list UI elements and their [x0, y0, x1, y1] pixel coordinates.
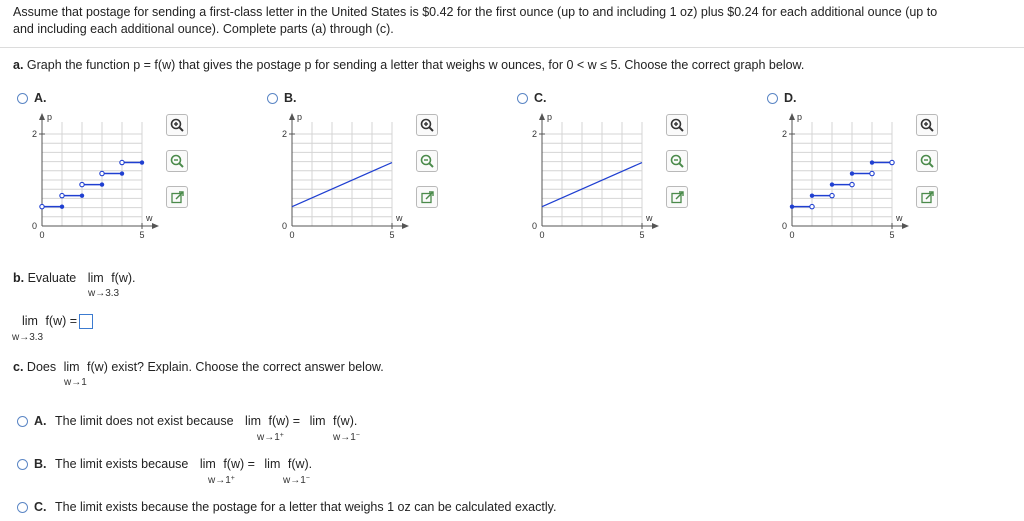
zoom-out-icon: [420, 154, 434, 168]
part-b-sub: w→3.3: [88, 288, 120, 299]
y-axis-label: p: [47, 112, 53, 122]
option-text: The limit does not exist because: [54, 414, 234, 428]
x-tick-label: 5: [639, 230, 645, 240]
y-axis-label: p: [297, 112, 303, 122]
part-c-label: c.: [13, 360, 24, 374]
x-tick-label: 0: [289, 230, 295, 240]
radio-d[interactable]: [767, 93, 778, 104]
open-endpoint: [80, 182, 84, 186]
sub-1: w→1: [257, 432, 280, 443]
sup-2: −: [305, 475, 310, 482]
closed-endpoint: [80, 193, 84, 197]
answer-func: f(w) =: [45, 314, 78, 328]
popout-button[interactable]: [166, 186, 188, 208]
option-c-radio-row[interactable]: [517, 91, 547, 105]
closed-endpoint: [60, 204, 64, 208]
func-2: f(w).: [287, 457, 313, 471]
y-axis-arrow: [289, 113, 295, 120]
popout-icon: [421, 191, 434, 204]
open-endpoint: [890, 160, 894, 164]
x-tick-label: 5: [389, 230, 395, 240]
zoom-in-button[interactable]: [416, 114, 438, 136]
open-endpoint: [830, 193, 834, 197]
part-c-option-c[interactable]: [17, 500, 556, 514]
answer-sub: w→3.3: [12, 332, 44, 343]
radio-a[interactable]: [17, 93, 28, 104]
x-tick-label: 0: [789, 230, 795, 240]
graph-d[interactable]: [778, 108, 918, 246]
part-c-option-b-sub2: [283, 475, 310, 486]
popout-button[interactable]: [916, 186, 938, 208]
x-tick-label: 5: [139, 230, 145, 240]
open-endpoint: [40, 204, 44, 208]
part-c-text-after: f(w) exist? Explain. Choose the correct answer below.: [87, 360, 384, 374]
closed-endpoint: [140, 160, 144, 164]
x-tick-label: 0: [39, 230, 45, 240]
y-tick-label: 0: [531, 221, 537, 231]
answer-input[interactable]: [79, 314, 93, 329]
option-a-radio-row[interactable]: [17, 91, 47, 105]
closed-endpoint: [830, 182, 834, 186]
y-tick-label: 0: [31, 221, 37, 231]
x-axis-arrow: [152, 223, 159, 229]
lim-1: lim: [245, 414, 262, 428]
y-tick-label: 0: [281, 221, 287, 231]
radio-c[interactable]: [517, 93, 528, 104]
option-letter: A.: [34, 414, 47, 428]
closed-endpoint: [810, 193, 814, 197]
sub-2: w→1: [333, 432, 356, 443]
y-tick-label: 2: [531, 129, 537, 139]
graph-a[interactable]: [28, 108, 168, 246]
zoom-in-icon: [920, 118, 934, 132]
x-tick-label: 0: [539, 230, 545, 240]
open-endpoint: [120, 160, 124, 164]
sub-1: w→1: [208, 475, 231, 486]
part-c-sub: w→1: [64, 377, 87, 388]
open-endpoint: [60, 193, 64, 197]
popout-button[interactable]: [666, 186, 688, 208]
open-endpoint: [870, 171, 874, 175]
option-d-radio-row[interactable]: [767, 91, 797, 105]
x-axis-arrow: [902, 223, 909, 229]
y-tick-label: 2: [31, 129, 37, 139]
lim-2: lim: [309, 414, 326, 428]
closed-endpoint: [120, 171, 124, 175]
option-b-radio-row[interactable]: [267, 91, 297, 105]
part-c-lim: lim: [63, 360, 80, 374]
zoom-in-button[interactable]: [666, 114, 688, 136]
sup-2: −: [355, 432, 360, 439]
y-axis-arrow: [539, 113, 545, 120]
x-axis-label: w: [146, 213, 153, 223]
zoom-in-icon: [420, 118, 434, 132]
y-axis-label: p: [547, 112, 553, 122]
x-axis-label: w: [646, 213, 653, 223]
open-endpoint: [850, 182, 854, 186]
zoom-out-button[interactable]: [916, 150, 938, 172]
sup-1: +: [279, 432, 284, 439]
zoom-out-icon: [170, 154, 184, 168]
graph-line: [542, 163, 642, 207]
part-b-answer: [22, 314, 93, 329]
part-b-label: b.: [13, 271, 25, 285]
radio-c-a[interactable]: [17, 416, 28, 427]
option-a-letter: A.: [34, 91, 47, 105]
closed-endpoint: [790, 204, 794, 208]
part-b-lim: lim: [87, 271, 104, 285]
divider: [0, 47, 1024, 48]
graph-line: [292, 163, 392, 207]
closed-endpoint: [850, 171, 854, 175]
part-c-option-a[interactable]: [17, 414, 357, 428]
question-intro: [13, 4, 1023, 38]
closed-endpoint: [100, 182, 104, 186]
zoom-in-button[interactable]: [916, 114, 938, 136]
part-c-text-before: Does: [26, 360, 57, 374]
y-axis-arrow: [789, 113, 795, 120]
intro-line-1: Assume that postage for sending a first-class letter in the United States is $0.42 for the first ounce (up to and including 1 oz) plus $0.24 for each additional ounce (up to: [13, 5, 938, 19]
zoom-in-icon: [670, 118, 684, 132]
option-letter: C.: [34, 500, 47, 514]
zoom-in-button[interactable]: [166, 114, 188, 136]
func-1: f(w) =: [223, 457, 255, 471]
lim-1: lim: [199, 457, 216, 471]
option-b-letter: B.: [284, 91, 297, 105]
x-axis-arrow: [402, 223, 409, 229]
option-d-letter: D.: [784, 91, 797, 105]
radio-c-c[interactable]: [17, 502, 28, 513]
open-endpoint: [100, 171, 104, 175]
part-a-prompt: [13, 58, 804, 72]
lim-2: lim: [264, 457, 281, 471]
part-c-option-a-sub2: [333, 432, 360, 443]
x-axis-arrow: [652, 223, 659, 229]
y-tick-label: 2: [781, 129, 787, 139]
option-letter: B.: [34, 457, 47, 471]
zoom-out-button[interactable]: [416, 150, 438, 172]
part-b-func: f(w).: [111, 271, 136, 285]
intro-line-2: and including each additional ounce). Complete parts (a) through (c).: [13, 22, 394, 36]
part-c-option-b[interactable]: [17, 457, 312, 471]
zoom-out-button[interactable]: [666, 150, 688, 172]
part-b-text: Evaluate: [27, 271, 77, 285]
popout-icon: [921, 191, 934, 204]
open-endpoint: [810, 204, 814, 208]
radio-c-b[interactable]: [17, 459, 28, 470]
popout-button[interactable]: [416, 186, 438, 208]
func-1: f(w) =: [268, 414, 301, 428]
y-tick-label: 0: [781, 221, 787, 231]
option-text: The limit exists because: [54, 457, 189, 471]
x-tick-label: 5: [889, 230, 895, 240]
y-tick-label: 2: [281, 129, 287, 139]
sub-2: w→1: [283, 475, 306, 486]
x-axis-label: w: [896, 213, 903, 223]
zoom-out-icon: [920, 154, 934, 168]
zoom-out-icon: [670, 154, 684, 168]
x-axis-label: w: [396, 213, 403, 223]
func-2: f(w).: [333, 414, 358, 428]
y-axis-arrow: [39, 113, 45, 120]
y-axis-label: p: [797, 112, 803, 122]
part-c-option-b-sub1: [208, 475, 235, 486]
part-a-text: Graph the function p = f(w) that gives the postage p for sending a letter that weighs w ounces, for 0 < w ≤ 5. Choose the correct graph below.: [26, 58, 805, 72]
closed-endpoint: [870, 160, 874, 164]
graph-b[interactable]: [278, 108, 418, 246]
part-c-option-a-sub1: [257, 432, 284, 443]
answer-lim: lim: [22, 314, 38, 328]
part-a-label: a.: [13, 58, 24, 72]
zoom-out-button[interactable]: [166, 150, 188, 172]
radio-b[interactable]: [267, 93, 278, 104]
option-text: The limit exists because the postage for a letter that weighs 1 oz can be calculated exactly.: [54, 500, 557, 514]
sup-1: +: [230, 475, 235, 482]
option-c-letter: C.: [534, 91, 547, 105]
graph-c[interactable]: [528, 108, 668, 246]
zoom-in-icon: [170, 118, 184, 132]
popout-icon: [671, 191, 684, 204]
part-b-prompt: [13, 271, 136, 285]
popout-icon: [171, 191, 184, 204]
part-c-prompt: [13, 360, 384, 374]
